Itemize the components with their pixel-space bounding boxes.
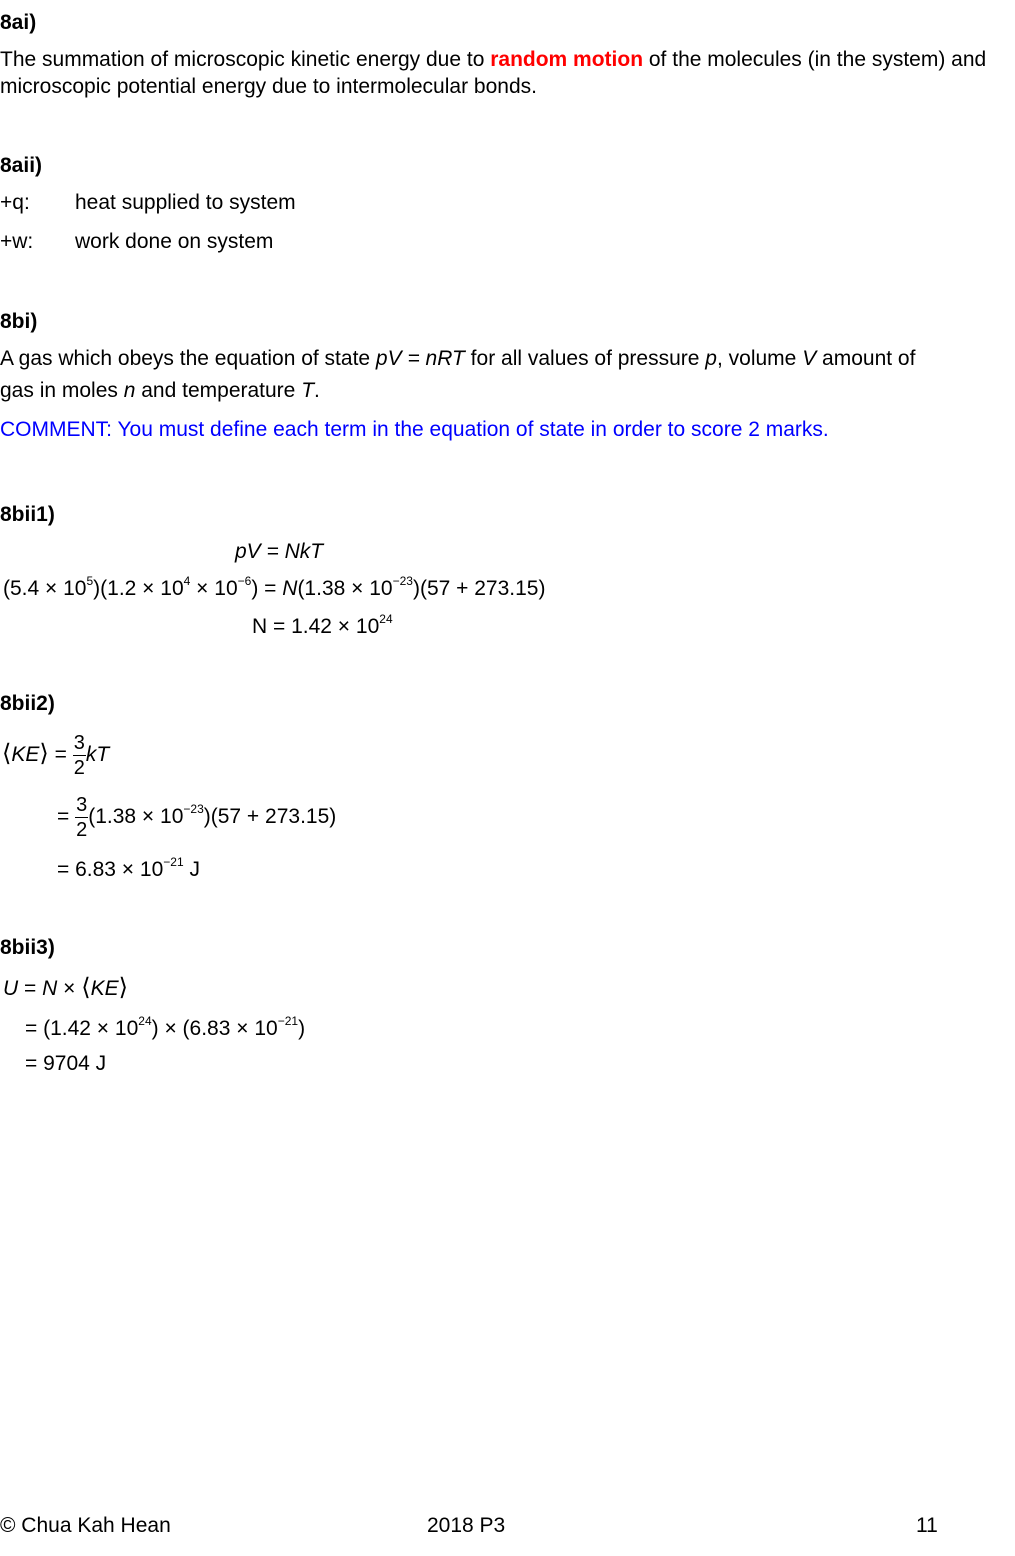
ke-sub-b: (1.38 × 10 <box>88 805 184 829</box>
answer-8bi-text-d: amount of <box>816 347 916 370</box>
footer-paper: 2018 P3 <box>427 1514 506 1537</box>
fraction-three-halves <box>73 731 86 780</box>
eq-sub-sup4: −23 <box>392 574 413 588</box>
answer-8ai-text-after: of the molecules (in the system) and microscopic potential energy due to intermolecular bonds. <box>0 48 987 98</box>
equation-substitution <box>3 576 545 601</box>
eq-result-sup: 24 <box>379 612 393 626</box>
symbol-w: +w: <box>0 230 34 253</box>
answer-8bi-text-f: and temperature <box>135 379 302 402</box>
desc-w: work done on system <box>75 230 274 253</box>
u-sub-c: ) <box>298 1017 306 1040</box>
kt-symbol: kT <box>85 743 110 767</box>
u-sub-sup1: 24 <box>138 1014 152 1028</box>
answer-8bi-line1 <box>0 346 915 371</box>
ke-symbol: KE <box>11 743 40 767</box>
answer-8bi-text-g: . <box>314 379 320 402</box>
section-heading-8aii: 8aii) <box>0 154 43 177</box>
eq-sub-sup2: 4 <box>183 574 191 588</box>
eq-sub-sup3: −6 <box>237 574 252 588</box>
equation-pv-nkt: pV = NkT <box>235 540 324 563</box>
ke-result-b: J <box>183 858 200 881</box>
u-eq-b: = <box>18 977 43 1000</box>
eq-sub-sup1: 5 <box>86 574 94 588</box>
equation-ke-result <box>57 857 200 882</box>
eq-sub-b: )(1.2 × 10 <box>93 577 184 600</box>
comment-8bi: COMMENT: You must define each term in the equation of state in order to score 2 marks. <box>0 418 829 441</box>
symbol-n: n <box>123 379 136 402</box>
ke-sub-sup: −23 <box>183 802 204 817</box>
angle-open: ⟨ <box>2 740 12 768</box>
equals-sign: = <box>48 743 73 767</box>
answer-8bi-text-a: A gas which obeys the equation of state <box>0 347 376 370</box>
symbol-V: V <box>802 347 817 370</box>
section-heading-8bii2: 8bii2) <box>0 692 55 715</box>
ke-result-a: = 6.83 × 10 <box>57 858 164 881</box>
equation-internal-energy <box>3 974 128 1003</box>
equation-u-result: = 9704 J <box>25 1052 107 1075</box>
u-sub-b: ) × (6.83 × 10 <box>151 1017 278 1040</box>
section-heading-8bii1: 8bii1) <box>0 503 55 526</box>
symbol-q: +q: <box>0 191 30 214</box>
ke-sub-c: )(57 + 273.15) <box>203 805 337 829</box>
highlight-random-motion: random motion <box>490 48 644 71</box>
n-symbol: N <box>42 977 58 1000</box>
symbol-T: T <box>301 379 315 402</box>
ke-result-sup: −21 <box>163 855 184 869</box>
equation-ke-kt <box>2 731 109 780</box>
section-heading-8bii3: 8bii3) <box>0 936 55 959</box>
equation-ke-substitution <box>57 793 336 842</box>
desc-q: heat supplied to system <box>75 191 296 214</box>
u-sub-a: = (1.42 × 10 <box>25 1017 139 1040</box>
section-heading-8bi: 8bi) <box>0 310 38 333</box>
answer-8bi-text-c: , volume <box>716 347 803 370</box>
fraction-numerator: 3 <box>73 732 85 754</box>
u-eq-d: × <box>57 977 82 1000</box>
answer-8ai-text-before: The summation of microscopic kinetic energy due to <box>0 48 491 71</box>
equals-sign-2: = <box>57 805 76 829</box>
angle-close: ⟩ <box>39 740 49 768</box>
symbol-p: p <box>705 347 717 370</box>
eq-sub-e: (1.38 × 10 <box>297 577 393 600</box>
eq-sub-c: × 10 <box>190 577 238 600</box>
eq-result-a: N = 1.42 × 10 <box>252 615 380 638</box>
answer-8bi-line2 <box>0 378 320 403</box>
answer-8ai <box>0 46 1000 100</box>
eq-sub-N: N <box>282 577 298 600</box>
fraction-denominator: 2 <box>73 757 85 779</box>
footer-author: © Chua Kah Hean <box>0 1514 171 1537</box>
fraction-numerator-2: 3 <box>76 794 88 816</box>
fraction-denominator-2: 2 <box>76 819 88 841</box>
ke-symbol-2: KE <box>90 977 119 1000</box>
equation-u-substitution <box>25 1016 305 1041</box>
equation-result-N <box>252 614 393 639</box>
u-symbol: U <box>3 977 19 1000</box>
answer-8bi-text-e: gas in moles <box>0 379 124 402</box>
answer-8bi-text-b: for all values of pressure <box>464 347 706 370</box>
angle-close-2: ⟩ <box>118 974 128 1001</box>
eq-sub-f: )(57 + 273.15) <box>412 577 546 600</box>
section-heading-8ai: 8ai) <box>0 11 37 34</box>
footer-page-number: 11 <box>916 1514 938 1537</box>
eq-sub-a: (5.4 × 10 <box>3 577 87 600</box>
ideal-gas-equation: pV = nRT <box>375 347 465 370</box>
fraction-three-halves-2 <box>75 793 88 842</box>
u-sub-sup2: −21 <box>277 1014 299 1028</box>
eq-sub-d: ) = <box>251 577 283 600</box>
angle-open-2: ⟨ <box>81 974 91 1001</box>
